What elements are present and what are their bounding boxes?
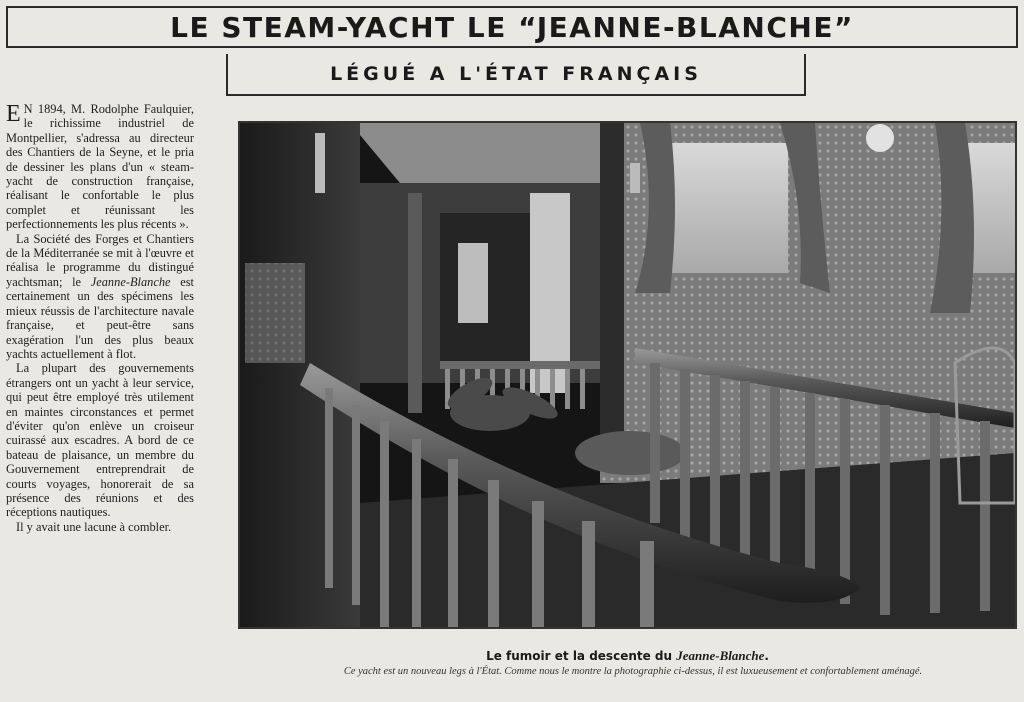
caption-yacht-name: Jeanne-Blanche [676, 648, 765, 663]
caption-text-start: Le fumoir et la descente du [486, 649, 677, 663]
paragraph-2 [6, 232, 194, 362]
paragraph-3: La plupart des gouvernements étrangers ont un yacht à leur service, qui peut être employé très utilement en maintes circonstances et permet d'éviter qu'on enlève un croiseur cuirassé aux escadres. A bord de ce bateau de plaisance, un membre du Gouvernement entreprendrait de courts voyages, honorerait de sa présence des réunions et des réceptions nautiques. [6, 361, 194, 520]
paragraph-4: Il y avait une lacune à combler. [16, 519, 172, 534]
paragraph-1 [6, 102, 194, 232]
page-subtitle: LÉGUÉ A L'ÉTAT FRANÇAIS [330, 63, 702, 85]
caption-text-end: . [764, 649, 769, 663]
photo-smoking-room [238, 121, 1017, 629]
paragraph-1-text: N 1894, M. Rodolphe Faulquier, le richissime industriel de Montpellier, s'adressa au directeur des Chantiers de la Seyne, et le pria de dessiner les plans d'un « steam-yacht de construction française, réalisant le confortable le plus complet et réunissant les perfectionnements les plus récents ». [6, 102, 194, 232]
paragraph-2-start: La Société des Forges et Chantiers de la Méditerranée se mit à l'œuvre et réalisa le programme du distingué yachtsman; le [6, 231, 194, 289]
paragraph-2-end: est certainement un des spécimens les mieux réussis de l'architecture navale française, et peut-être sans exagération l'un des plus beaux yachts actuellement à flot. [6, 274, 194, 361]
drop-cap: E [6, 101, 21, 127]
page-subtitle-box [226, 54, 806, 96]
yacht-name-italic: Jeanne-Blanche [90, 274, 171, 289]
photo-illustration [240, 123, 1015, 627]
page-title-box [6, 6, 1018, 48]
figure-subcaption: Ce yacht est un nouveau legs à l'État. Comme nous le montre la photographie ci-dessus, il est luxueusement et confortablement aménagé. [343, 666, 923, 677]
figure-caption [238, 648, 1017, 664]
page-title: LE STEAM-YACHT LE “JEANNE-BLANCHE” [170, 10, 854, 44]
article-column [6, 102, 194, 698]
